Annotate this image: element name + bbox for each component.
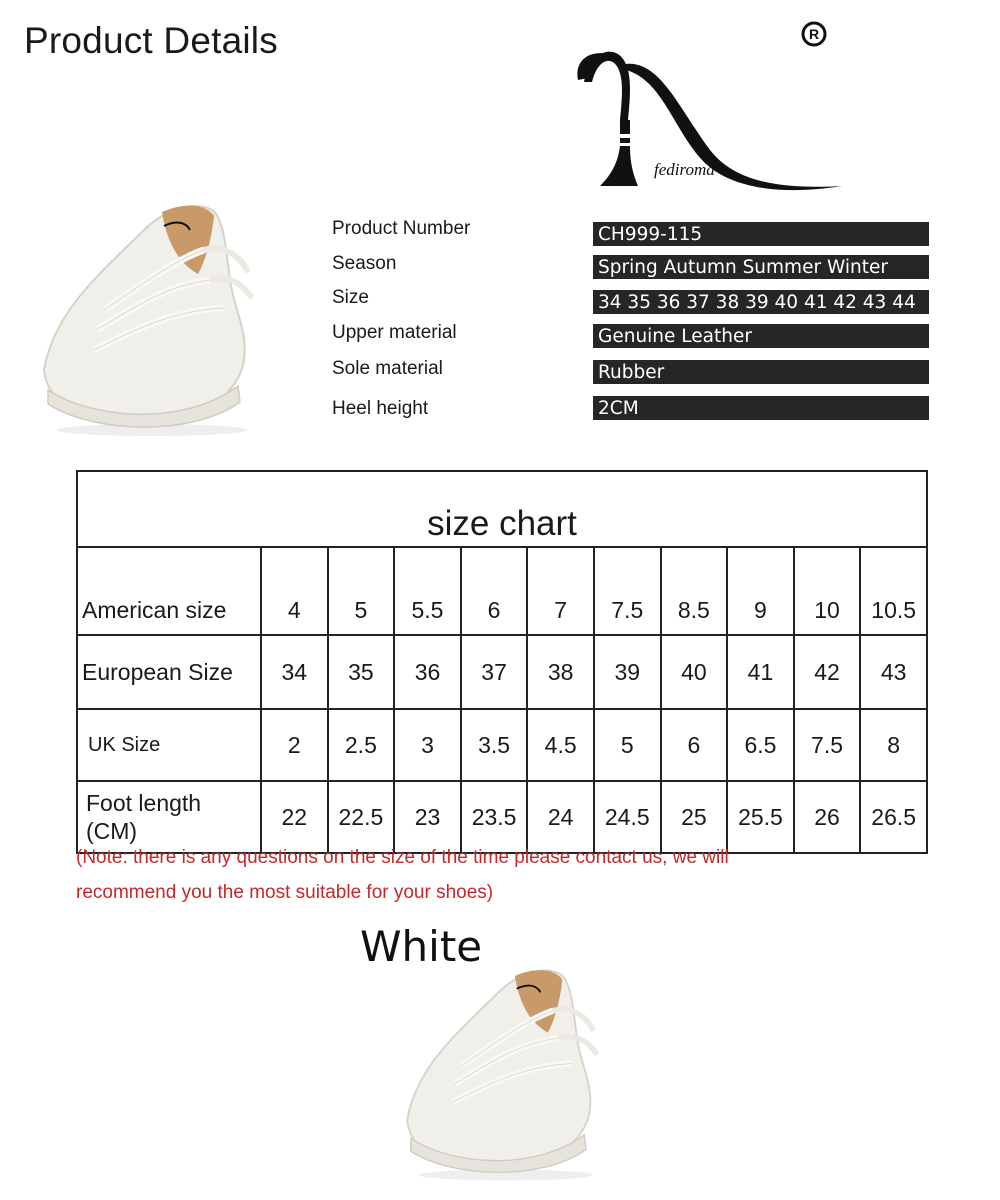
table-cell: 25 (661, 781, 728, 853)
table-cell: 5 (328, 547, 395, 635)
spec-value-season: Spring Autumn Summer Winter (593, 255, 929, 279)
table-cell: 43 (860, 635, 927, 709)
shoe-image-white (398, 955, 608, 1185)
spec-value-sole-material: Rubber (593, 360, 929, 384)
spec-value-product-number: CH999-115 (593, 222, 929, 246)
row-label-foot-length-line1: Foot length (86, 790, 202, 816)
size-chart-title: size chart (77, 471, 927, 547)
table-cell: 22 (261, 781, 328, 853)
brand-wordmark: fediroma (654, 160, 715, 179)
table-cell: 4.5 (527, 709, 594, 781)
table-cell: 6 (661, 709, 728, 781)
table-cell: 26 (794, 781, 861, 853)
table-cell: 10 (794, 547, 861, 635)
color-variant-label: White (360, 922, 483, 971)
table-cell: 8.5 (661, 547, 728, 635)
table-cell: 41 (727, 635, 794, 709)
spec-label-heel-height: Heel height (332, 398, 429, 419)
table-cell: 5 (594, 709, 661, 781)
table-cell: 8 (860, 709, 927, 781)
table-cell: 2 (261, 709, 328, 781)
size-note (76, 840, 936, 910)
table-cell: 2.5 (328, 709, 395, 781)
table-cell: 3 (394, 709, 461, 781)
table-row-american-size (77, 547, 927, 635)
size-chart-table (76, 470, 928, 854)
table-cell: 38 (527, 635, 594, 709)
table-cell: 25.5 (727, 781, 794, 853)
table-cell: 5.5 (394, 547, 461, 635)
spec-label-sole-material: Sole material (332, 358, 443, 379)
spec-value-upper-material: Genuine Leather (593, 324, 929, 348)
table-cell: 22.5 (328, 781, 395, 853)
table-cell: 23.5 (461, 781, 528, 853)
spec-label-size: Size (332, 287, 369, 308)
table-cell: 42 (794, 635, 861, 709)
row-label-european-size: European Size (77, 635, 261, 709)
table-cell: 35 (328, 635, 395, 709)
table-cell: 10.5 (860, 547, 927, 635)
table-cell: 3.5 (461, 709, 528, 781)
table-cell: 7.5 (594, 547, 661, 635)
table-cell: 6.5 (727, 709, 794, 781)
row-label-foot-length-line2: (CM) (86, 818, 138, 844)
shoe-image-top (34, 190, 264, 440)
spec-label-product-number: Product Number (332, 218, 471, 239)
table-cell: 40 (661, 635, 728, 709)
table-cell: 23 (394, 781, 461, 853)
page-title: Product Details (24, 20, 278, 61)
table-cell: 6 (461, 547, 528, 635)
table-cell: 9 (727, 547, 794, 635)
spec-value-heel-height: 2CM (593, 396, 929, 420)
table-cell: 34 (261, 635, 328, 709)
spec-value-size: 34 35 36 37 38 39 40 41 42 43 44 (593, 290, 929, 314)
spec-label-upper-material: Upper material (332, 322, 457, 343)
row-label-american-size: American size (77, 547, 261, 635)
table-cell: 24 (527, 781, 594, 853)
table-row-european-size (77, 635, 927, 709)
svg-text:R: R (808, 26, 820, 42)
table-cell: 24.5 (594, 781, 661, 853)
size-note-line2: recommend you the most suitable for your shoes) (76, 882, 494, 903)
spec-label-season: Season (332, 253, 397, 274)
table-cell: 4 (261, 547, 328, 635)
row-label-uk-size: UK Size (77, 709, 261, 781)
table-cell: 39 (594, 635, 661, 709)
table-cell: 37 (461, 635, 528, 709)
registered-mark-icon (800, 20, 828, 48)
table-row-uk-size (77, 709, 927, 781)
size-note-line1: (Note: there is any questions on the size of the time please contact us, we will (76, 847, 729, 868)
table-cell: 36 (394, 635, 461, 709)
table-cell: 7.5 (794, 709, 861, 781)
table-cell: 7 (527, 547, 594, 635)
table-cell: 26.5 (860, 781, 927, 853)
